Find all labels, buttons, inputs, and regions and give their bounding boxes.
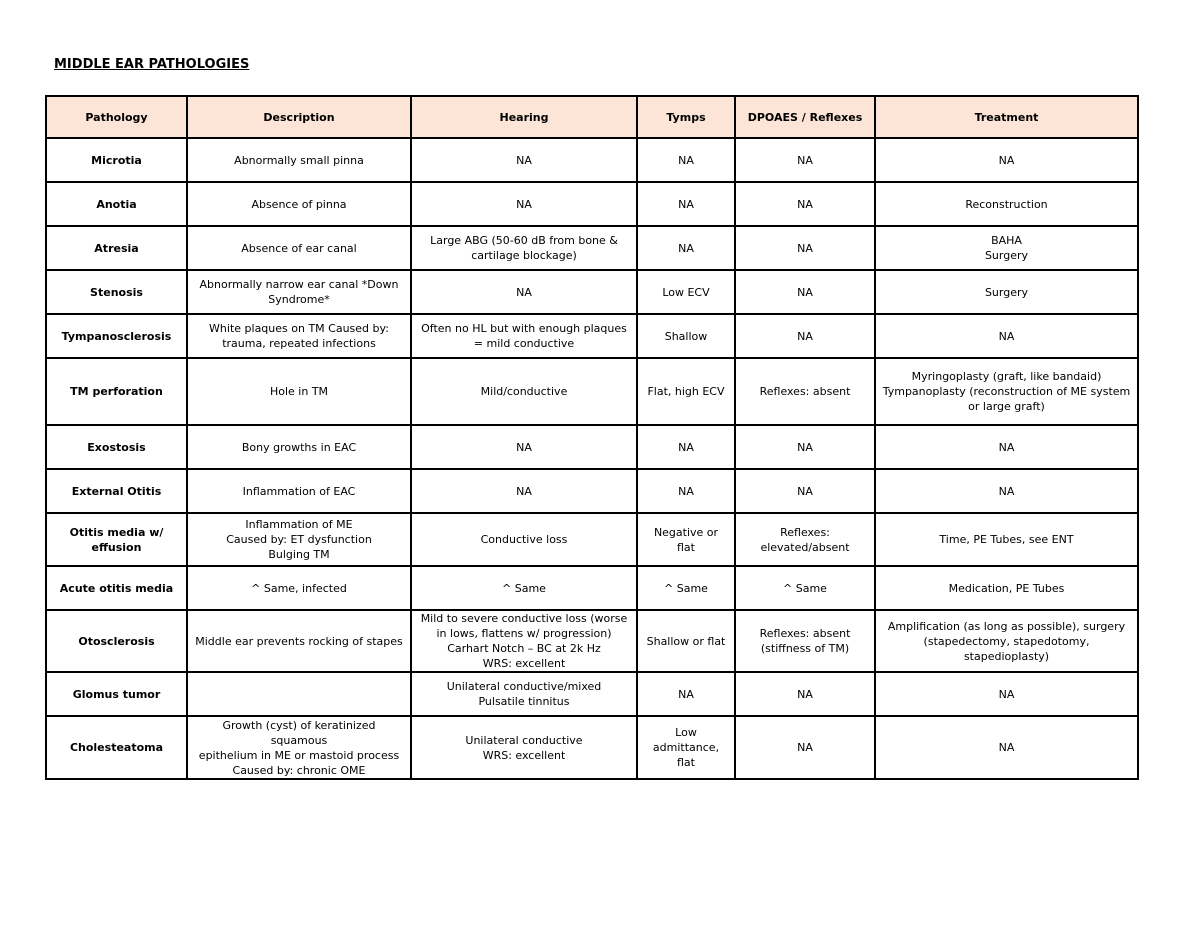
treatment-cell (875, 566, 1138, 610)
tymps-cell (637, 610, 735, 672)
pathology-name-cell: TM perforation (46, 358, 187, 425)
cell-text-line: NA (678, 687, 694, 701)
cell-text-line: (stapedectomy, stapedotomy, stapediopIasty) (923, 634, 1090, 663)
cell-text-line: Low (675, 726, 697, 739)
tymps-cell (637, 270, 735, 314)
cell-text-line: Unilateral conductive/mixed (446, 680, 602, 693)
cell-text-line: NA (516, 440, 532, 454)
cell-text-line: Abnormally small pinna (234, 153, 364, 167)
tymps-cell (637, 469, 735, 513)
cell-text-line: (stiffness of TM) (760, 642, 850, 655)
cell-text-line: NA (998, 153, 1015, 167)
tymps-cell (637, 182, 735, 226)
cell-text-line: = mild conductive (473, 337, 575, 350)
column-header: DPOAES / Reflexes (735, 96, 875, 138)
table-row (46, 513, 1138, 566)
cell-text-line: NA (516, 285, 532, 299)
description-cell (187, 358, 411, 425)
tymps-cell (637, 425, 735, 469)
table-row (46, 672, 1138, 716)
cell-text-line: NA (998, 484, 1015, 498)
tymps-cell (637, 358, 735, 425)
description-cell (187, 716, 411, 779)
dpoaes-cell (735, 138, 875, 182)
cell-text-line: flat (677, 756, 695, 769)
cell-text-line: epithelium in ME or mastoid process (198, 748, 400, 762)
table-header-row (46, 96, 1138, 138)
cell-text-line: NA (797, 285, 813, 299)
treatment-cell (875, 469, 1138, 513)
cell-text-line: Abnormally narrow ear canal *Down (199, 278, 399, 291)
cell-text-line: Middle ear prevents rocking of stapes (195, 634, 403, 648)
cell-text-line: NA (797, 741, 813, 754)
hearing-cell (411, 716, 637, 779)
cell-text-line: NA (678, 153, 694, 167)
cell-text-line: Low ECV (662, 285, 710, 299)
table-row (46, 566, 1138, 610)
cell-text-line: WRS: excellent (482, 657, 566, 670)
dpoaes-cell (735, 425, 875, 469)
table-row (46, 138, 1138, 182)
tymps-cell (637, 314, 735, 358)
description-cell (187, 314, 411, 358)
treatment-cell (875, 270, 1138, 314)
description-cell (187, 270, 411, 314)
dpoaes-cell (735, 182, 875, 226)
cell-text-line: Large ABG (50-60 dB from bone & (430, 234, 618, 247)
treatment-cell (875, 425, 1138, 469)
treatment-cell (875, 672, 1138, 716)
hearing-cell (411, 513, 637, 566)
cell-text-line: NA (797, 440, 813, 454)
hearing-cell (411, 182, 637, 226)
table-row (46, 610, 1138, 672)
cell-text-line: Caused by: ET dysfunction (226, 533, 372, 546)
cell-text-line: Bony growths in EAC (241, 440, 357, 454)
table-row (46, 270, 1138, 314)
table-row (46, 425, 1138, 469)
cell-text-line: Medication, PE Tubes (948, 581, 1065, 595)
treatment-cell (875, 226, 1138, 270)
cell-text-line: Reflexes: (780, 525, 830, 539)
pathology-name-cell: Glomus tumor (46, 672, 187, 716)
cell-text-line: ^ Same (664, 581, 708, 595)
pathology-name-cell: Otitis media w/ effusion (46, 513, 187, 566)
description-cell (187, 566, 411, 610)
description-cell (187, 672, 411, 716)
hearing-cell (411, 358, 637, 425)
table-row (46, 358, 1138, 425)
pathology-name-cell: Stenosis (46, 270, 187, 314)
pathology-name-cell: Exostosis (46, 425, 187, 469)
cell-text-line: NA (678, 440, 694, 454)
pathology-name-cell: External Otitis (46, 469, 187, 513)
cell-text-line: NA (998, 440, 1015, 454)
cell-text-line: NA (678, 197, 694, 211)
cell-text-line: ^ Same (502, 581, 546, 595)
pathology-name-cell: Anotia (46, 182, 187, 226)
hearing-cell (411, 672, 637, 716)
cell-text-line: Inflammation of EAC (242, 484, 356, 498)
cell-text-line: elevated/absent (760, 540, 850, 554)
cell-text-line: Bulging TM (268, 548, 330, 561)
cell-text-line: Carhart Notch – BC at 2k Hz (447, 642, 601, 655)
cell-text-line: Inflammation of ME (245, 518, 353, 531)
cell-text-line: admittance, (652, 741, 720, 754)
dpoaes-cell (735, 610, 875, 672)
cell-text-line: Unilateral conductive (465, 733, 583, 747)
cell-text-line: BAHA (991, 234, 1022, 247)
cell-text-line: White plaques on TM Caused by: (209, 322, 389, 335)
dpoaes-cell (735, 469, 875, 513)
cell-text-line: or large graft) (968, 400, 1045, 413)
description-cell (187, 469, 411, 513)
table-row (46, 469, 1138, 513)
dpoaes-cell (735, 672, 875, 716)
cell-text-line: ^ Same (783, 581, 827, 595)
cell-text-line: Reconstruction (965, 197, 1048, 211)
tymps-cell (637, 716, 735, 779)
treatment-cell (875, 610, 1138, 672)
description-cell (187, 182, 411, 226)
pathology-name-cell: Microtia (46, 138, 187, 182)
dpoaes-cell (735, 314, 875, 358)
cell-text-line: NA (797, 197, 813, 211)
description-cell (187, 425, 411, 469)
cell-text-line: Tympanoplasty (reconstruction of ME system (882, 385, 1131, 398)
dpoaes-cell (735, 270, 875, 314)
description-cell (187, 226, 411, 270)
column-header: Tymps (637, 96, 735, 138)
hearing-cell (411, 469, 637, 513)
dpoaes-cell (735, 716, 875, 779)
cell-text-line: Negative or (653, 525, 719, 539)
cell-text-line: NA (516, 153, 532, 167)
description-cell (187, 610, 411, 672)
cell-text-line: Pulsatile tinnitus (478, 695, 570, 708)
treatment-cell (875, 716, 1138, 779)
treatment-cell (875, 358, 1138, 425)
pathology-name-cell: Otosclerosis (46, 610, 187, 672)
cell-text-line: NA (678, 484, 694, 498)
treatment-cell (875, 314, 1138, 358)
cell-text-line: NA (678, 241, 694, 255)
pathology-name-cell: Tympanosclerosis (46, 314, 187, 358)
dpoaes-cell (735, 566, 875, 610)
hearing-cell (411, 226, 637, 270)
cell-text-line: Time, PE Tubes, see ENT (939, 533, 1074, 546)
cell-text-line: NA (998, 329, 1015, 343)
cell-text-line: NA (797, 153, 813, 167)
pathology-name-cell: Atresia (46, 226, 187, 270)
cell-text-line: NA (516, 484, 532, 498)
tymps-cell (637, 226, 735, 270)
pathology-name-cell: Acute otitis media (46, 566, 187, 610)
cell-text-line: trauma, repeated infections (222, 337, 376, 350)
cell-text-line: Surgery (984, 249, 1029, 262)
column-header: Pathology (46, 96, 187, 138)
cell-text-line: in lows, flattens w/ progression) (436, 627, 612, 640)
cell-text-line: Hole in TM (269, 385, 329, 398)
cell-text-line: Conductive loss (480, 533, 568, 546)
cell-text-line: cartilage blockage) (471, 249, 577, 262)
dpoaes-cell (735, 358, 875, 425)
cell-text-line: Caused by: chronic OME (232, 763, 366, 777)
cell-text-line: NA (797, 687, 813, 701)
column-header: Description (187, 96, 411, 138)
cell-text-line: NA (797, 241, 813, 255)
hearing-cell (411, 566, 637, 610)
description-cell (187, 513, 411, 566)
tymps-cell (637, 566, 735, 610)
cell-text-line: Flat, high ECV (647, 385, 725, 398)
dpoaes-cell (735, 226, 875, 270)
treatment-cell (875, 513, 1138, 566)
page-title: MIDDLE EAR PATHOLOGIES (54, 57, 250, 72)
tymps-cell (637, 672, 735, 716)
cell-text-line: Shallow or flat (646, 634, 726, 648)
cell-text-line: NA (516, 197, 532, 211)
treatment-cell (875, 182, 1138, 226)
dpoaes-cell (735, 513, 875, 566)
cell-text-line: NA (998, 687, 1015, 701)
cell-text-line: Myringoplasty (graft, like bandaid) (911, 370, 1102, 383)
table-row (46, 716, 1138, 779)
table-row (46, 182, 1138, 226)
treatment-cell (875, 138, 1138, 182)
cell-text-line: Often no HL but with enough plaques (421, 322, 627, 335)
pathology-table (45, 95, 1139, 780)
cell-text-line: ^ Same, infected (251, 581, 347, 595)
table-row (46, 314, 1138, 358)
cell-text-line: Reflexes: absent (759, 385, 851, 398)
cell-text-line: NA (998, 741, 1015, 754)
cell-text-line: Surgery (984, 285, 1029, 299)
cell-text-line: flat (677, 540, 695, 554)
cell-text-line: Reflexes: absent (759, 627, 851, 640)
table-row (46, 226, 1138, 270)
cell-text-line: Growth (cyst) of keratinized squamous (222, 718, 376, 747)
cell-text-line: Syndrome* (268, 293, 330, 306)
cell-text-line: Absence of ear canal (241, 241, 357, 255)
hearing-cell (411, 270, 637, 314)
cell-text-line: NA (797, 484, 813, 498)
hearing-cell (411, 138, 637, 182)
cell-text-line: Shallow (664, 329, 708, 343)
hearing-cell (411, 425, 637, 469)
cell-text-line: NA (797, 329, 813, 343)
cell-text-line: Amplification (as long as possible), surgery (887, 619, 1126, 633)
hearing-cell (411, 314, 637, 358)
tymps-cell (637, 138, 735, 182)
description-cell (187, 138, 411, 182)
cell-text-line: Mild/conductive (480, 385, 568, 398)
column-header: Hearing (411, 96, 637, 138)
tymps-cell (637, 513, 735, 566)
column-header: Treatment (875, 96, 1138, 138)
pathology-name-cell: Cholesteatoma (46, 716, 187, 779)
cell-text-line: Absence of pinna (251, 197, 347, 211)
hearing-cell (411, 610, 637, 672)
cell-text-line: Mild to severe conductive loss (worse (420, 612, 628, 625)
cell-text-line: WRS: excellent (482, 748, 566, 762)
